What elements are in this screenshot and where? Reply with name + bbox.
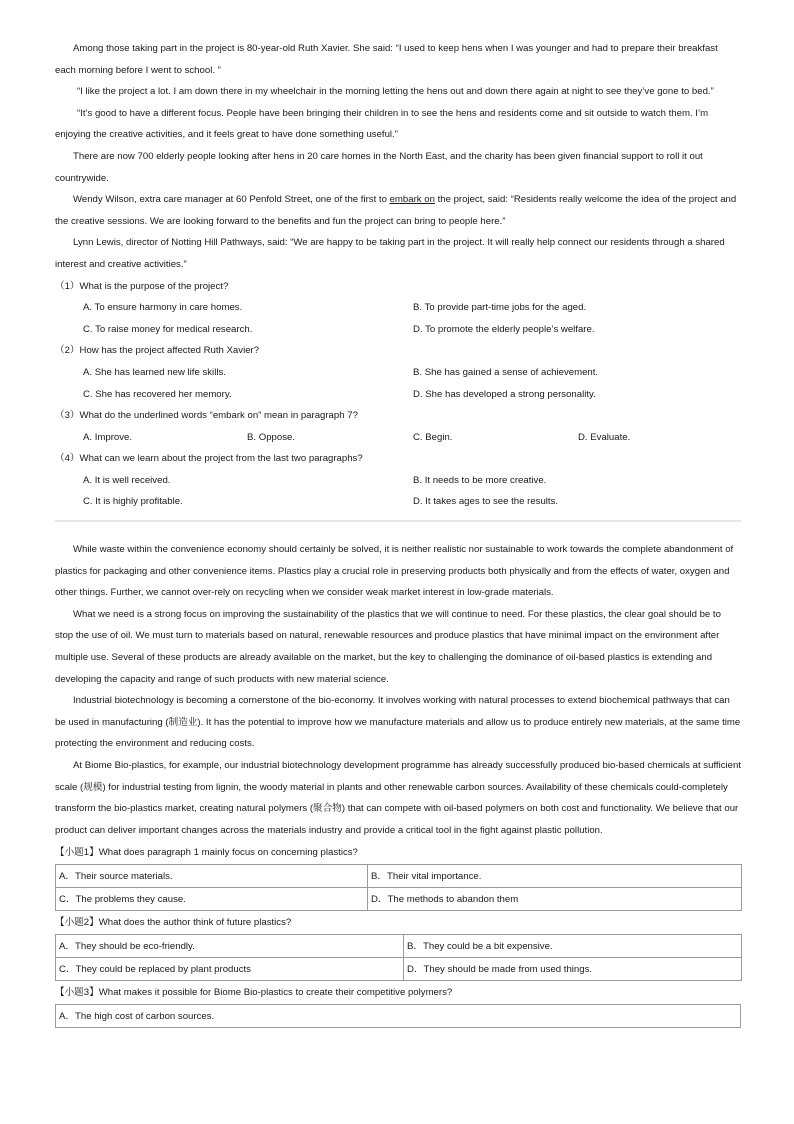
option-b[interactable]: B．They could be a bit expensive. — [404, 935, 742, 958]
paragraph: At Biome Bio-plastics, for example, our industrial biotechnology development programme has already successfully produced bio-based chemicals at sufficient scale (规模) for industrial testing from lignin, the woody material in plants and other renewable carbon sources. Availability of these chemicals could-completely transform the bio-plastics market, creating natural polymers (聚合物) that can compete with oil-based polymers on both cost and functionality. We believe that our product can deliver important changes across the materials industry and provide a critical tool in the fight against plastic pollution. — [55, 760, 741, 836]
underlined-phrase: embark on — [389, 194, 435, 206]
option-grid — [55, 362, 741, 405]
option-a[interactable]: A. It is well received. — [83, 474, 171, 486]
table-row — [56, 958, 742, 981]
option-b[interactable]: B. To provide part-time jobs for the aged. — [413, 302, 587, 314]
option-d[interactable]: D．They should be made from used things. — [404, 958, 742, 981]
option-a[interactable]: A. She has learned new life skills. — [83, 366, 226, 378]
document-page — [55, 38, 741, 1028]
option-d[interactable]: D. To promote the elderly people’s welfare. — [413, 323, 595, 335]
question-set-1 — [55, 276, 741, 514]
option-d[interactable]: D. She has developed a strong personality. — [413, 388, 596, 400]
option-a[interactable]: A．They should be eco-friendly. — [56, 935, 404, 958]
option-c[interactable]: C. She has recovered her memory. — [83, 388, 232, 400]
question-stem: （3）What do the underlined words “embark on” mean in paragraph 7? — [55, 410, 358, 422]
paragraph: Lynn Lewis, director of Notting Hill Pathways, said: “We are happy to be taking part in the project. It will really help connect our residents through a shared interest and creative activities.” — [55, 237, 725, 270]
question-stem: 【小题2】What does the author think of future plastics? — [55, 917, 292, 929]
option-a[interactable]: A．Their source materials. — [56, 865, 368, 888]
passage-2 — [55, 539, 741, 841]
options-table — [55, 864, 742, 911]
section-divider — [55, 520, 741, 522]
paragraph: “I like the project a lot. I am down there in my wheelchair in the morning letting the hens out and down there again at night to see they’ve gone to bed.” — [77, 86, 714, 98]
option-b[interactable]: B. She has gained a sense of achievement. — [413, 366, 599, 378]
paragraph: There are now 700 elderly people looking after hens in 20 care homes in the North East, and the charity has been given financial support to roll it out countrywide. — [55, 150, 703, 184]
question-stem: （4）What can we learn about the project from the last two paragraphs? — [55, 453, 363, 465]
option-d[interactable]: D．The methods to abandon them — [368, 888, 742, 911]
table-row — [56, 865, 742, 888]
paragraph — [55, 189, 741, 232]
options-table — [55, 1004, 741, 1028]
option-grid — [55, 297, 741, 340]
question-stem: 【小题3】What makes it possible for Biome Bio-plastics to create their competitive polymers? — [55, 987, 453, 999]
option-c[interactable]: C．The problems they cause. — [56, 888, 368, 911]
option-c[interactable]: C．They could be replaced by plant products — [56, 958, 404, 981]
option-d[interactable]: D. Evaluate. — [578, 431, 631, 443]
options-table — [55, 934, 742, 981]
option-d[interactable]: D. It takes ages to see the results. — [413, 496, 559, 508]
paragraph: While waste within the convenience economy should certainly be solved, it is neither realistic nor sustainable to work towards the complete abandonment of plastics for packaging and other convenience items. Plastics play a crucial role in preserving products both physically and from the effects of water, oxygen and other things. Further, we cannot over-rely on recycling when we consider weak market interest in low-grade materials. — [55, 544, 734, 599]
paragraph-text: the project, said: “Residents really welcome the idea of the project and the creative sessions. We are looking forward to the benefits and fun the project can bring to people here.” — [55, 194, 737, 227]
question-stem: 【小题1】What does paragraph 1 mainly focus on concerning plastics? — [55, 847, 358, 859]
passage-1 — [55, 38, 741, 276]
paragraph: “It’s good to have a different focus. People have been bringing their children in to see the hens and residents come and sit outside to watch them. I’m enjoying the creative activities, and it feels great to have done something useful.” — [55, 107, 709, 141]
option-a[interactable]: A. To ensure harmony in care homes. — [83, 302, 243, 314]
paragraph-text: Wendy Wilson, extra care manager at 60 Penfold Street, one of the first to — [73, 194, 390, 206]
question-stem: （2）How has the project affected Ruth Xavier? — [55, 345, 260, 357]
table-row — [56, 1005, 741, 1028]
question-stem: （1）What is the purpose of the project? — [55, 280, 229, 292]
option-a[interactable]: A．The high cost of carbon sources. — [56, 1005, 741, 1028]
option-b[interactable]: B. Oppose. — [247, 431, 295, 443]
option-c[interactable]: C. It is highly profitable. — [83, 496, 183, 508]
option-b[interactable]: B. It needs to be more creative. — [413, 474, 547, 486]
table-row — [56, 935, 742, 958]
paragraph: What we need is a strong focus on improving the sustainability of the plastics that we will continue to need. For these plastics, the clear goal should be to stop the use of oil. We must turn to materials based on natural, renewable resources and produce plastics that have minimal impact on the environment after multiple use. Several of these products are already available on the market, but the key to challenging the dominance of oil-based plastics is extending and developing the capacity and range of such products with new material science. — [55, 608, 721, 685]
option-grid — [55, 427, 741, 449]
option-c[interactable]: C. To raise money for medical research. — [83, 323, 253, 335]
paragraph: Industrial biotechnology is becoming a cornerstone of the bio-economy. It involves working with natural processes to extend biochemical pathways that can be used in manufacturing (制造业). It has the potential to improve how we manufacture materials and allow us to produce entirely new materials, at the same time protecting the environment and reducing costs. — [55, 695, 741, 750]
option-c[interactable]: C. Begin. — [413, 431, 453, 443]
paragraph: Among those taking part in the project is 80-year-old Ruth Xavier. She said: “I used to keep hens when I was younger and had to prepare their breakfast each morning before I went to school. ” — [55, 43, 718, 76]
table-row — [56, 888, 742, 911]
question-set-2 — [55, 841, 741, 1028]
option-grid — [55, 470, 741, 513]
option-b[interactable]: B．Their vital importance. — [368, 865, 742, 888]
option-a[interactable]: A. Improve. — [83, 431, 133, 443]
